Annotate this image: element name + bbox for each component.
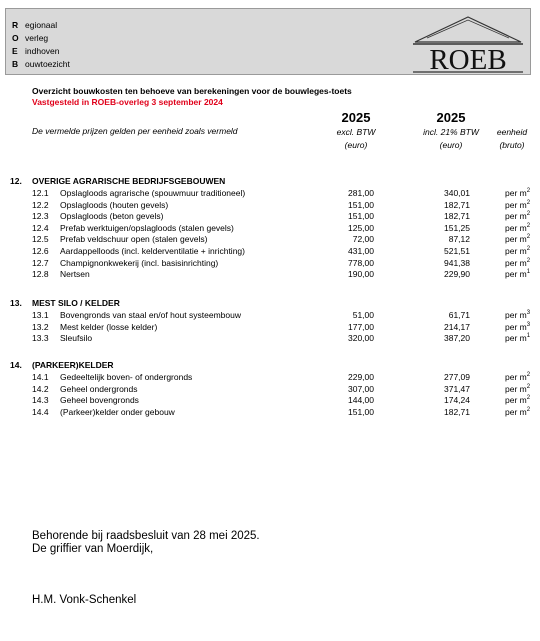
- table-row: [0, 245, 540, 257]
- row-unit-exponent: 2: [526, 199, 531, 206]
- table-row: [0, 321, 540, 333]
- row-description: Mest kelder (losse kelder): [60, 321, 158, 332]
- row-price-excl: 151,00: [348, 211, 374, 222]
- acronym-initial: O: [12, 33, 19, 43]
- row-price-excl: 177,00: [348, 321, 374, 332]
- col-incl-label: incl. 21% BTW: [423, 127, 479, 137]
- row-description: Opslagloods (beton gevels): [60, 211, 164, 222]
- row-unit-text: per m: [505, 372, 527, 382]
- row-code: 14.4: [32, 406, 49, 417]
- row-code: 12.4: [32, 222, 49, 233]
- acronym-word: indhoven: [25, 46, 60, 56]
- row-description: Bovengronds van staal en/of hout systeembouw: [60, 310, 241, 320]
- row-description: Champignonkwekerij (incl. basisinrichting): [60, 257, 219, 268]
- table-row: [0, 210, 540, 222]
- row-code: 14.1: [32, 372, 49, 382]
- row-unit-text: per m: [505, 395, 527, 406]
- year-incl: 2025: [436, 110, 466, 125]
- row-description: Nertsen: [60, 269, 90, 280]
- row-unit: [505, 210, 530, 222]
- acronym-initial: E: [12, 46, 18, 56]
- section-number: 12.: [10, 176, 22, 186]
- row-code: 13.2: [32, 321, 49, 332]
- row-unit: [505, 383, 530, 395]
- table-row: [0, 199, 540, 211]
- row-unit: [505, 394, 530, 406]
- table-row: [0, 257, 540, 269]
- row-unit-text: per m: [505, 383, 527, 394]
- row-code: 12.3: [32, 211, 49, 222]
- row-description: Aardappelloods (incl. kelderventilatie + inrichting): [60, 246, 245, 256]
- adoption-date: Vastgesteld in ROEB-overleg 3 september 2024: [32, 97, 223, 107]
- row-price-excl: 51,00: [352, 310, 374, 320]
- acronym-word: verleg: [25, 33, 49, 43]
- row-unit-text: per m: [505, 406, 527, 417]
- row-price-incl: 371,47: [444, 383, 470, 394]
- row-unit-exponent: 2: [526, 395, 531, 402]
- row-unit-exponent: 2: [526, 234, 531, 241]
- row-unit-text: per m: [505, 188, 527, 198]
- row-code: 12.7: [32, 257, 49, 268]
- roeb-acronym: [12, 19, 70, 71]
- row-code: 13.1: [32, 310, 49, 320]
- section-number: 13.: [10, 298, 22, 308]
- row-price-incl: 214,17: [444, 321, 470, 332]
- price-note: De vermelde prijzen gelden per eenheid zoals vermeld: [32, 126, 238, 136]
- col-unit-label: eenheid: [496, 127, 528, 137]
- row-description: Sleufsilo: [60, 333, 93, 344]
- section-title: OVERIGE AGRARISCHE BEDRIJFSGEBOUWEN: [32, 176, 226, 186]
- row-price-incl: 387,20: [444, 333, 470, 344]
- row-unit-exponent: 1: [526, 269, 531, 276]
- row-code: 12.6: [32, 246, 49, 256]
- row-unit: [505, 268, 530, 280]
- row-price-excl: 190,00: [348, 269, 374, 280]
- row-price-excl: 320,00: [348, 333, 374, 344]
- table-row: [0, 309, 540, 321]
- col-incl-unit: (euro): [439, 140, 463, 150]
- table-row: [0, 406, 540, 418]
- row-unit-text: per m: [505, 333, 527, 344]
- row-price-excl: 778,00: [348, 257, 374, 268]
- row-description: (Parkeer)kelder onder gebouw: [60, 406, 175, 417]
- row-unit: [505, 371, 530, 383]
- logo-text: ROEB: [429, 44, 507, 74]
- row-unit-text: per m: [505, 257, 527, 268]
- row-price-incl: 340,01: [444, 188, 470, 198]
- row-price-excl: 144,00: [348, 395, 374, 406]
- row-price-incl: 151,25: [444, 222, 470, 233]
- table-row: [0, 332, 540, 344]
- header-banner: [5, 8, 531, 75]
- row-price-excl: 72,00: [352, 234, 374, 245]
- col-excl-unit: (euro): [344, 140, 368, 150]
- acronym-word: egionaal: [25, 20, 58, 30]
- row-code: 12.2: [32, 199, 49, 210]
- row-unit-exponent: 2: [526, 372, 531, 379]
- table-row: [0, 233, 540, 245]
- row-price-incl: 182,71: [444, 406, 470, 417]
- footer-signatory: H.M. Vonk-Schenkel: [32, 594, 137, 606]
- acronym-word: ouwtoezicht: [25, 59, 70, 69]
- row-price-excl: 125,00: [348, 222, 374, 233]
- row-unit-text: per m: [505, 199, 527, 210]
- col-unit-sub: (bruto): [499, 140, 525, 150]
- row-unit-exponent: 2: [526, 257, 531, 264]
- row-description: Gedeeltelijk boven- of ondergronds: [60, 372, 193, 382]
- row-unit-text: per m: [505, 269, 527, 280]
- row-unit-text: per m: [505, 321, 527, 332]
- row-unit-exponent: 3: [526, 321, 531, 328]
- row-description: Prefab veldschuur open (stalen gevels): [60, 234, 208, 245]
- acronym-line: [12, 58, 70, 71]
- row-unit-exponent: 2: [526, 222, 531, 229]
- row-price-excl: 431,00: [348, 246, 374, 256]
- row-unit-text: per m: [505, 234, 527, 245]
- row-price-excl: 281,00: [348, 188, 374, 198]
- row-price-incl: 61,71: [448, 310, 470, 320]
- row-unit: [505, 257, 530, 269]
- row-description: Geheel ondergronds: [60, 383, 138, 394]
- row-unit-text: per m: [505, 310, 527, 320]
- row-unit: [505, 332, 530, 344]
- section-title: (PARKEER)KELDER: [32, 360, 114, 370]
- table-row: [0, 268, 540, 280]
- acronym-line: [12, 45, 70, 58]
- section-number: 14.: [10, 360, 22, 370]
- col-excl-header: [311, 126, 401, 152]
- row-code: 12.1: [32, 188, 49, 198]
- row-unit: [505, 233, 530, 245]
- row-description: Prefab werktuigen/opslagloods (stalen gevels): [60, 222, 234, 233]
- row-unit-exponent: 2: [526, 406, 531, 413]
- acronym-initial: R: [12, 20, 19, 30]
- row-price-excl: 151,00: [348, 406, 374, 417]
- table-row: [0, 394, 540, 406]
- row-unit: [505, 245, 530, 257]
- row-unit-text: per m: [505, 211, 527, 222]
- row-unit-exponent: 2: [526, 211, 531, 218]
- table-row: [0, 222, 540, 234]
- acronym-initial: B: [12, 59, 19, 69]
- row-price-excl: 307,00: [348, 383, 374, 394]
- row-code: 12.5: [32, 234, 49, 245]
- roeb-logo: [411, 14, 526, 74]
- row-price-incl: 182,71: [444, 211, 470, 222]
- table-row: [0, 371, 540, 383]
- row-unit-exponent: 2: [526, 383, 531, 390]
- row-unit-text: per m: [505, 222, 527, 233]
- row-price-incl: 277,09: [444, 372, 470, 382]
- row-price-incl: 182,71: [444, 199, 470, 210]
- footer-decision: Behorende bij raadsbesluit van 28 mei 2025.: [32, 530, 260, 542]
- row-unit-exponent: 3: [526, 310, 531, 317]
- row-unit: [505, 406, 530, 418]
- row-price-excl: 229,00: [348, 372, 374, 382]
- row-code: 12.8: [32, 269, 49, 280]
- row-unit-exponent: 2: [526, 188, 531, 195]
- row-unit: [505, 222, 530, 234]
- document-subtitle: Overzicht bouwkosten ten behoeve van berekeningen voor de bouwleges-toets: [32, 86, 352, 96]
- year-excl: 2025: [341, 110, 371, 125]
- row-unit: [505, 187, 530, 199]
- row-price-incl: 87,12: [448, 234, 470, 245]
- row-code: 13.3: [32, 333, 49, 344]
- row-code: 14.3: [32, 395, 49, 406]
- section-title: MEST SILO / KELDER: [32, 298, 120, 308]
- row-price-incl: 174,24: [444, 395, 470, 406]
- col-excl-label: excl. BTW: [336, 127, 376, 137]
- row-price-excl: 151,00: [348, 199, 374, 210]
- row-unit-text: per m: [505, 246, 527, 256]
- table-row: [0, 383, 540, 395]
- col-unit-header: [467, 126, 540, 152]
- row-code: 14.2: [32, 383, 49, 394]
- row-description: Opslagloods agrarische (spouwmuur traditioneel): [60, 188, 246, 198]
- table-row: [0, 187, 540, 199]
- row-price-incl: 229,90: [444, 269, 470, 280]
- row-description: Geheel bovengronds: [60, 395, 139, 406]
- acronym-line: [12, 19, 70, 32]
- footer-griffier: De griffier van Moerdijk,: [32, 543, 154, 555]
- row-unit: [505, 309, 530, 321]
- row-description: Opslagloods (houten gevels): [60, 199, 169, 210]
- row-unit: [505, 199, 530, 211]
- row-price-incl: 521,51: [444, 246, 470, 256]
- row-unit: [505, 321, 530, 333]
- row-unit-exponent: 1: [526, 333, 531, 340]
- acronym-line: [12, 32, 70, 45]
- row-unit-exponent: 2: [526, 246, 531, 253]
- row-price-incl: 941,38: [444, 257, 470, 268]
